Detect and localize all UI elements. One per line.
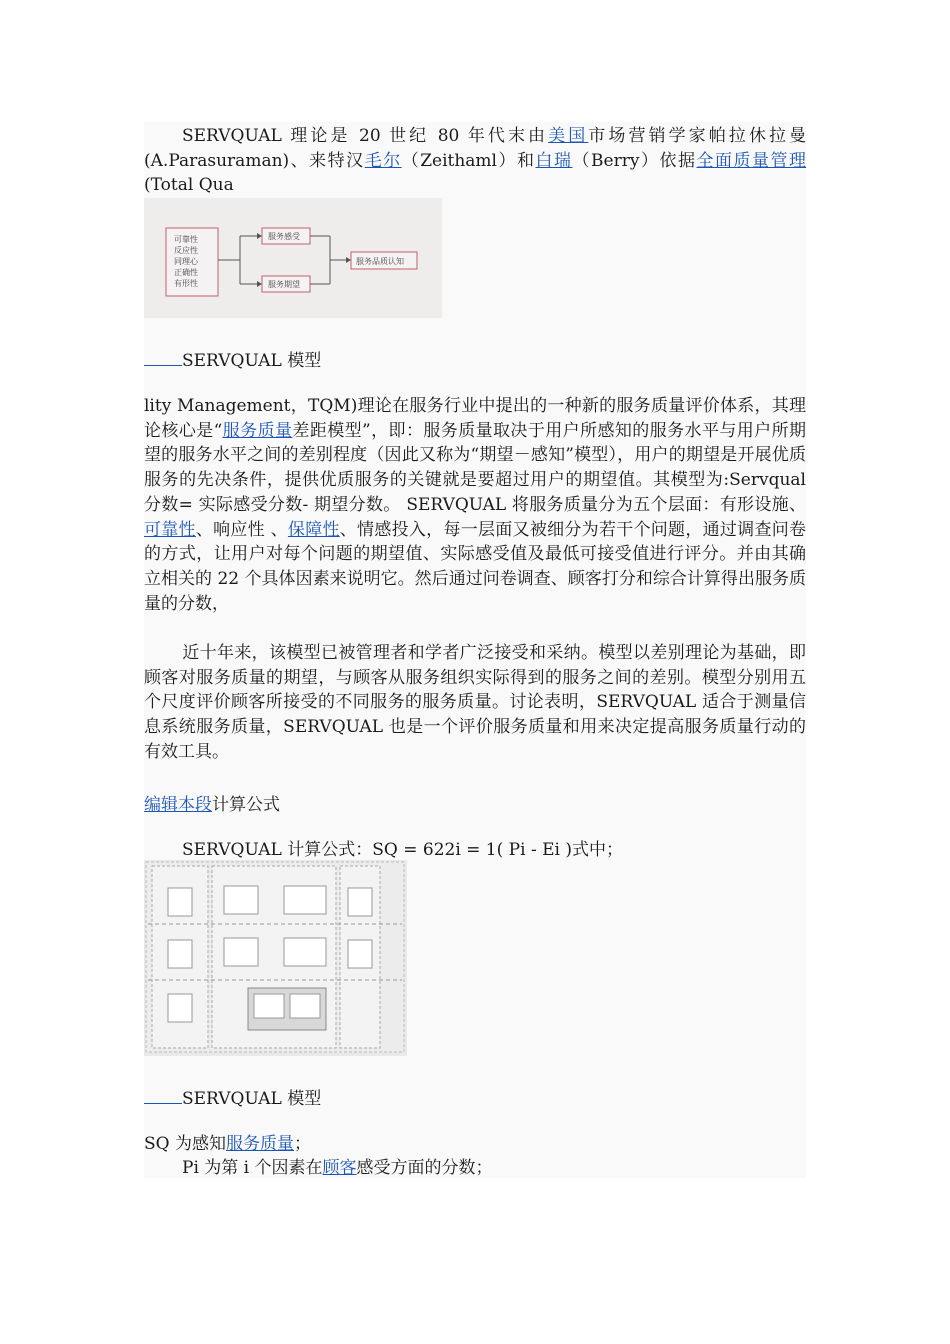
definition-pi: Pi 为第 i 个因素在顾客感受方面的分数； xyxy=(182,1158,493,1178)
link-tqm[interactable]: 全面质量管理 xyxy=(696,150,806,171)
figure2-caption: SERVQUAL 模型 xyxy=(144,1084,321,1109)
caption-rule xyxy=(144,1089,182,1104)
dimension-label-4: 有形性 xyxy=(174,279,198,288)
service-perception-label: 服务感受 xyxy=(268,232,300,241)
link-assurance[interactable]: 保障性 xyxy=(287,519,340,540)
dimension-label-2: 同理心 xyxy=(174,257,198,266)
link-reliability[interactable]: 可靠性 xyxy=(144,519,196,540)
definition-sq: SQ 为感知服务质量； xyxy=(144,1134,311,1154)
document-page xyxy=(144,122,806,1178)
intro-paragraph: SERVQUAL 理论是 20 世纪 80 年代末由美国市场营销学家帕拉休拉曼(A.Parasuraman)、来特汉毛尔（Zeithaml）和白瑞（Berry）依据全面质量管理(Total Qua xyxy=(144,126,807,196)
architecture-figure xyxy=(144,860,407,1056)
section-heading: 编辑本段计算公式 xyxy=(144,795,280,815)
link-usa[interactable]: 美国 xyxy=(548,126,589,146)
service-quality-label: 服务品质认知 xyxy=(356,257,404,266)
caption-rule xyxy=(144,351,182,366)
formula-line: SERVQUAL 计算公式：SQ = 622i = 1( Pi - Ei )式中； xyxy=(182,840,623,860)
link-customer[interactable]: 顾客 xyxy=(322,1158,357,1178)
svg-text:可靠性 反应性 同理心 xyxy=(174,234,200,288)
link-service-quality[interactable]: 服务质量 xyxy=(222,420,293,441)
servqual-model-figure xyxy=(144,198,442,318)
dimension-label-3: 正确性 xyxy=(174,268,198,277)
service-expectation-label: 服务期望 xyxy=(268,280,300,289)
servqual-model-diagram xyxy=(144,198,442,318)
body-paragraph-1: lity Management，TQM)理论在服务行业中提出的一种新的服务质量评价体系，其理论核心是“服务质量差距模型”，即：服务质量取决于用户所感知的服务水平与用户所期望的服务水平之间的差别程度（因此又称为“期望－感知”模型），用户的期望是开展优质服务的先决条件，提供优质服务的关键就是要超过用户的期望值。其模型为:Servqual 分数= 实际感受分数- 期望分数。 SERVQUAL 将服务质量分为五个层面：有形设施、可靠性、响应性 、保障性、情感投入，每一层面又被细分为若干个问题，通过调查问卷的方式，让用户对每个问题的期望值、实际感受值及最低可接受值进行评分。并由其确立相关的 22 个具体因素来说明它。然后通过问卷调查、顾客打分和综合计算得出服务质量的分数， xyxy=(144,396,807,614)
dimension-label-1: 反应性 xyxy=(174,246,198,255)
body-paragraph-2: 近十年来，该模型已被管理者和学者广泛接受和采纳。模型以差别理论为基础，即顾客对服务质量的期望，与顾客从服务组织实际得到的服务之间的差别。模型分别用五个尺度评价顾客所接受的不同服务的服务质量。讨论表明，SERVQUAL 适合于测量信息系统服务质量，SERVQUAL 也是一个评价服务质量和用来决定提高服务质量行动的有效工具。 xyxy=(144,643,806,762)
figure1-caption: SERVQUAL 模型 xyxy=(144,346,321,371)
link-perceived-service-quality[interactable]: 服务质量 xyxy=(226,1134,294,1154)
edit-section-link[interactable]: 编辑本段 xyxy=(144,795,212,815)
link-bairui[interactable]: 白瑞 xyxy=(535,150,573,171)
architecture-diagram xyxy=(144,860,407,1056)
link-maoer[interactable]: 毛尔 xyxy=(364,150,402,171)
dimension-label-0: 可靠性 xyxy=(174,235,198,244)
